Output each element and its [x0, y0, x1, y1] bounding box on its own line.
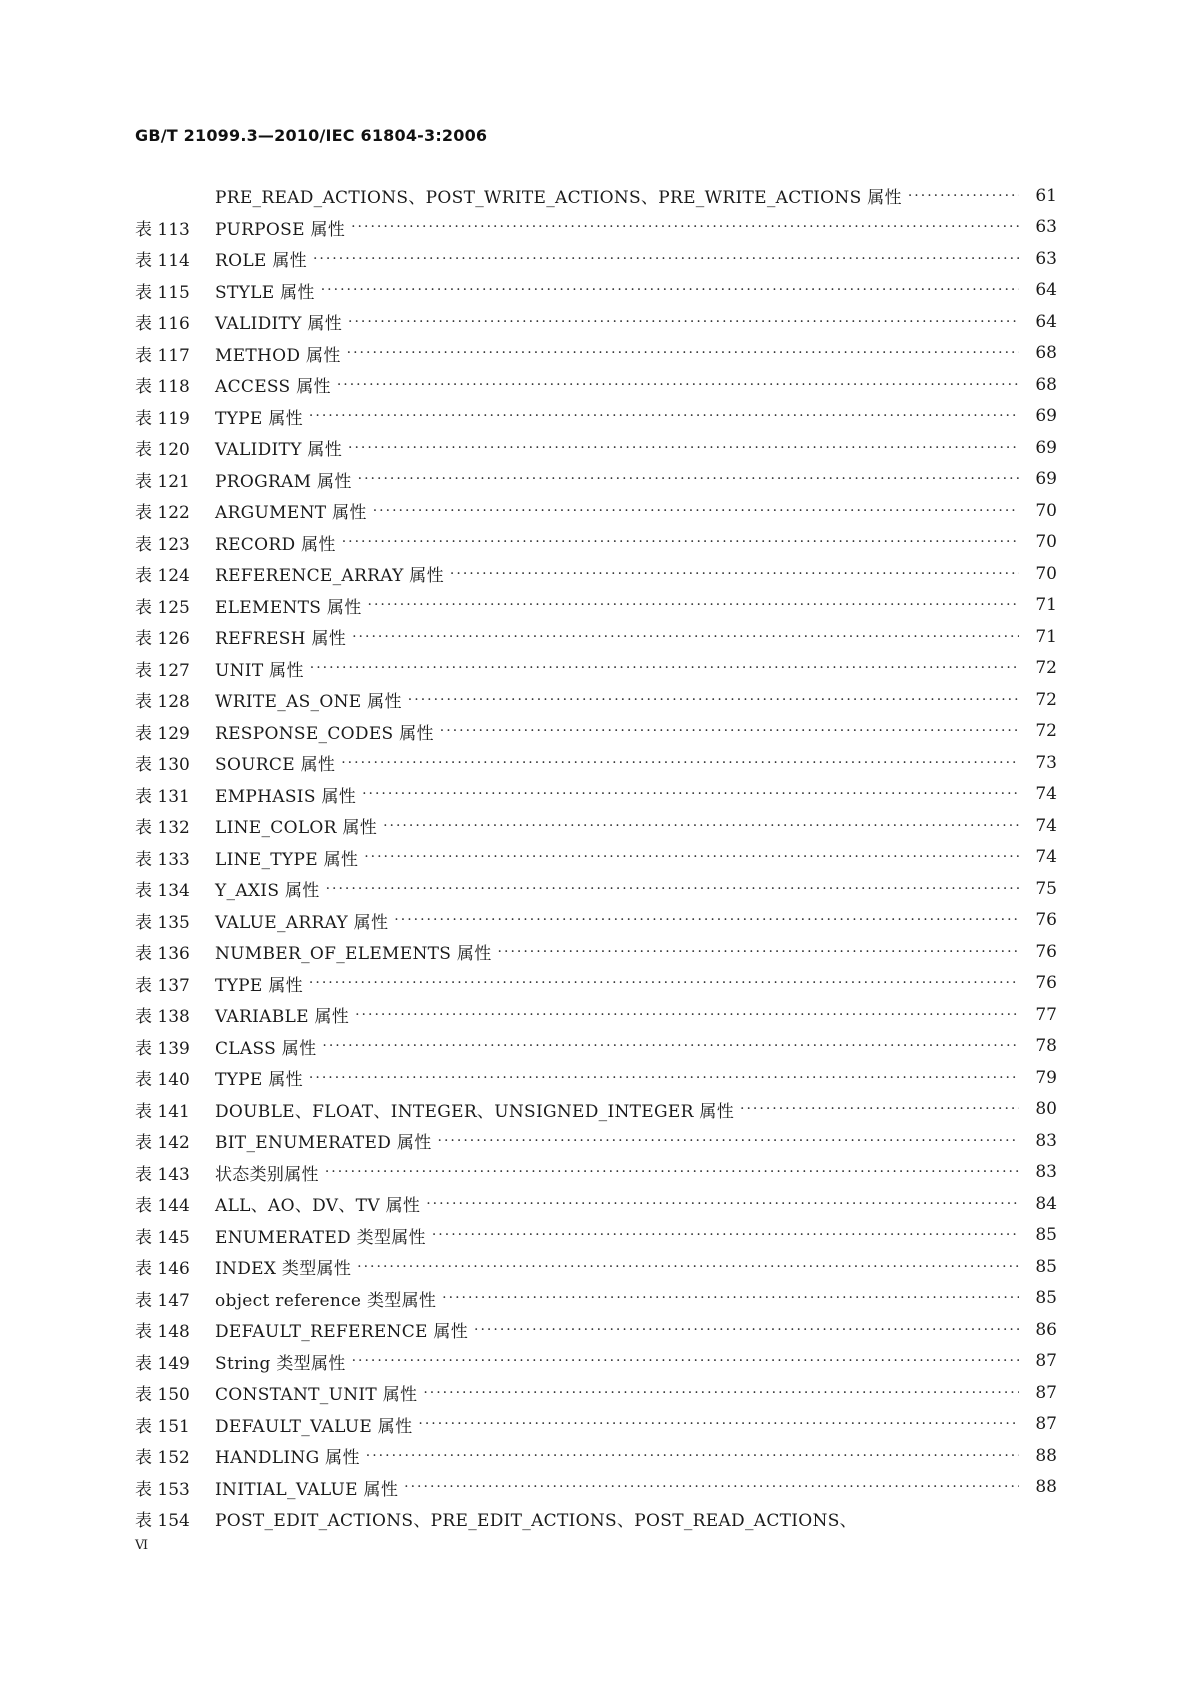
table-number: 表 118 — [135, 377, 190, 398]
page-reference: 71 — [1035, 626, 1057, 647]
page-reference: 69 — [1035, 437, 1057, 458]
table-title: PROGRAM 属性 — [215, 471, 352, 492]
dot-leader — [342, 535, 1019, 549]
page-reference: 71 — [1035, 595, 1057, 616]
table-number: 表 132 — [135, 818, 190, 839]
table-title: VALIDITY 属性 — [215, 440, 343, 461]
table-number: 表 122 — [135, 503, 190, 524]
table-number: 表 119 — [135, 408, 190, 429]
table-title: UNIT 属性 — [215, 660, 304, 681]
toc-row[interactable] — [135, 212, 1057, 244]
table-title: ACCESS 属性 — [215, 377, 331, 398]
dot-leader — [408, 693, 1019, 707]
dot-leader — [352, 1354, 1019, 1368]
dot-leader — [352, 630, 1019, 644]
dot-leader — [432, 1228, 1019, 1242]
page-reference: 68 — [1035, 343, 1057, 364]
toc-row[interactable] — [135, 842, 1057, 874]
page-reference: 72 — [1035, 658, 1057, 679]
table-number: 表 150 — [135, 1385, 190, 1406]
toc-row[interactable] — [135, 716, 1057, 748]
dot-leader — [321, 283, 1019, 297]
table-title: VALUE_ARRAY 属性 — [215, 912, 389, 933]
table-title: Y_AXIS 属性 — [215, 881, 320, 902]
page-reference: 76 — [1035, 941, 1057, 962]
table-title: TYPE 属性 — [215, 975, 303, 996]
table-title: TYPE 属性 — [215, 1070, 303, 1091]
page-reference: 86 — [1035, 1319, 1057, 1340]
table-number: 表 137 — [135, 975, 190, 996]
page-reference: 87 — [1035, 1414, 1057, 1435]
page-reference: 85 — [1035, 1288, 1057, 1309]
page-reference: 72 — [1035, 689, 1057, 710]
table-number: 表 148 — [135, 1322, 190, 1343]
table-number: 表 144 — [135, 1196, 190, 1217]
page-reference: 77 — [1035, 1004, 1057, 1025]
toc-row[interactable] — [135, 1283, 1057, 1315]
document-header — [135, 126, 487, 145]
toc-row[interactable] — [135, 590, 1057, 622]
table-title: WRITE_AS_ONE 属性 — [215, 692, 402, 713]
toc-row[interactable] — [135, 1188, 1057, 1220]
dot-leader — [337, 378, 1019, 392]
page-reference: 74 — [1035, 815, 1057, 836]
dot-leader — [368, 598, 1020, 612]
table-title: DEFAULT_REFERENCE 属性 — [215, 1322, 469, 1343]
toc-row[interactable] — [135, 275, 1057, 307]
dot-leader — [740, 1102, 1019, 1116]
table-title: HANDLING 属性 — [215, 1448, 360, 1469]
dot-leader — [351, 220, 1019, 234]
page-reference: 74 — [1035, 847, 1057, 868]
toc-row[interactable] — [135, 1125, 1057, 1157]
page-reference: 87 — [1035, 1382, 1057, 1403]
table-title: CLASS 属性 — [215, 1038, 317, 1059]
dot-leader — [309, 976, 1019, 990]
table-title: NUMBER_OF_ELEMENTS 属性 — [215, 944, 492, 965]
page-reference: 79 — [1035, 1067, 1057, 1088]
toc-row[interactable] — [135, 1094, 1057, 1126]
table-number: 表 131 — [135, 786, 190, 807]
page-reference: 63 — [1035, 248, 1057, 269]
table-title: REFRESH 属性 — [215, 629, 347, 650]
table-number: 表 130 — [135, 755, 190, 776]
table-number: 表 145 — [135, 1227, 190, 1248]
toc-row[interactable] — [135, 968, 1057, 1000]
toc-row[interactable] — [135, 1503, 1057, 1535]
page-reference: 83 — [1035, 1162, 1057, 1183]
toc-row[interactable] — [135, 779, 1057, 811]
dot-leader — [355, 1008, 1019, 1022]
toc-row[interactable] — [135, 495, 1057, 527]
table-number: 表 134 — [135, 881, 190, 902]
page-reference: 69 — [1035, 406, 1057, 427]
table-title: ALL、AO、DV、TV 属性 — [215, 1196, 421, 1217]
table-title: TYPE 属性 — [215, 408, 303, 429]
table-number: 表 139 — [135, 1038, 190, 1059]
table-number: 表 114 — [135, 251, 190, 272]
toc-row[interactable] — [135, 747, 1057, 779]
table-of-contents — [135, 180, 1057, 1535]
page-reference: 88 — [1035, 1445, 1057, 1466]
page-reference: 88 — [1035, 1477, 1057, 1498]
table-number: 表 152 — [135, 1448, 190, 1469]
table-number: 表 141 — [135, 1101, 190, 1122]
toc-row[interactable] — [135, 432, 1057, 464]
toc-row[interactable] — [135, 401, 1057, 433]
table-number: 表 143 — [135, 1164, 190, 1185]
toc-row[interactable] — [135, 1062, 1057, 1094]
table-title: ROLE 属性 — [215, 251, 307, 272]
table-number: 表 153 — [135, 1479, 190, 1500]
toc-row[interactable] — [135, 1472, 1057, 1504]
table-number: 表 120 — [135, 440, 190, 461]
table-number: 表 123 — [135, 534, 190, 555]
table-number: 表 154 — [135, 1511, 190, 1532]
page-reference: 64 — [1035, 280, 1057, 301]
dot-leader — [341, 756, 1019, 770]
table-number: 表 133 — [135, 849, 190, 870]
table-title: POST_EDIT_ACTIONS、PRE_EDIT_ACTIONS、POST_READ_ACTIONS、 — [215, 1511, 857, 1532]
dot-leader — [450, 567, 1019, 581]
dot-leader — [383, 819, 1019, 833]
dot-leader — [418, 1417, 1019, 1431]
toc-row[interactable] — [135, 905, 1057, 937]
toc-row[interactable] — [135, 1157, 1057, 1189]
table-title: DOUBLE、FLOAT、INTEGER、UNSIGNED_INTEGER 属性 — [215, 1101, 735, 1122]
toc-row[interactable] — [135, 558, 1057, 590]
table-title: ENUMERATED 类型属性 — [215, 1227, 426, 1248]
dot-leader — [310, 661, 1019, 675]
table-number: 表 121 — [135, 471, 190, 492]
page-reference: 84 — [1035, 1193, 1057, 1214]
toc-row[interactable] — [135, 873, 1057, 905]
table-number: 表 117 — [135, 345, 190, 366]
page-reference: 68 — [1035, 374, 1057, 395]
table-number: 表 128 — [135, 692, 190, 713]
toc-row[interactable] — [135, 653, 1057, 685]
toc-row[interactable] — [135, 527, 1057, 559]
toc-row[interactable] — [135, 684, 1057, 716]
dot-leader — [373, 504, 1019, 518]
table-title: VARIABLE 属性 — [215, 1007, 350, 1028]
dot-leader — [438, 1134, 1019, 1148]
toc-row[interactable] — [135, 1440, 1057, 1472]
toc-row[interactable] — [135, 1377, 1057, 1409]
page-reference: 73 — [1035, 752, 1057, 773]
dot-leader — [348, 315, 1019, 329]
toc-row[interactable] — [135, 1251, 1057, 1283]
table-title: PURPOSE 属性 — [215, 219, 346, 240]
toc-row[interactable] — [135, 243, 1057, 275]
page-reference: 87 — [1035, 1351, 1057, 1372]
dot-leader — [358, 472, 1019, 486]
dot-leader — [362, 787, 1019, 801]
page-reference: 70 — [1035, 532, 1057, 553]
table-number: 表 142 — [135, 1133, 190, 1154]
table-title: String 类型属性 — [215, 1353, 346, 1374]
page-reference: 78 — [1035, 1036, 1057, 1057]
page-reference: 83 — [1035, 1130, 1057, 1151]
dot-leader — [442, 1291, 1019, 1305]
dot-leader — [313, 252, 1019, 266]
table-number: 表 136 — [135, 944, 190, 965]
dot-leader — [326, 882, 1019, 896]
dot-leader — [348, 441, 1019, 455]
table-title: STYLE 属性 — [215, 282, 315, 303]
toc-row[interactable] — [135, 369, 1057, 401]
page-reference: 70 — [1035, 500, 1057, 521]
toc-row[interactable] — [135, 810, 1057, 842]
dot-leader — [498, 945, 1019, 959]
table-title: object reference 类型属性 — [215, 1290, 437, 1311]
toc-row[interactable] — [135, 621, 1057, 653]
dot-leader — [423, 1386, 1019, 1400]
page-reference: 85 — [1035, 1225, 1057, 1246]
table-number: 表 127 — [135, 660, 190, 681]
table-title: VALIDITY 属性 — [215, 314, 343, 335]
page-reference: 85 — [1035, 1256, 1057, 1277]
dot-leader — [325, 1165, 1019, 1179]
table-title: DEFAULT_VALUE 属性 — [215, 1416, 413, 1437]
table-number: 表 116 — [135, 314, 190, 335]
dot-leader — [309, 1071, 1019, 1085]
dot-leader — [347, 346, 1019, 360]
toc-row[interactable] — [135, 464, 1057, 496]
toc-row[interactable] — [135, 1220, 1057, 1252]
page-reference: 61 — [1035, 185, 1057, 206]
toc-row[interactable] — [135, 306, 1057, 338]
table-title: INITIAL_VALUE 属性 — [215, 1479, 399, 1500]
table-number: 表 151 — [135, 1416, 190, 1437]
table-number: 表 129 — [135, 723, 190, 744]
table-title: LINE_TYPE 属性 — [215, 849, 359, 870]
page-reference: 74 — [1035, 784, 1057, 805]
toc-row[interactable] — [135, 1409, 1057, 1441]
page-reference: 64 — [1035, 311, 1057, 332]
toc-row[interactable] — [135, 1314, 1057, 1346]
table-number: 表 135 — [135, 912, 190, 933]
standard-number: GB/T 21099.3—2010/IEC 61804-3:2006 — [135, 126, 488, 145]
dot-leader — [426, 1197, 1019, 1211]
toc-row[interactable] — [135, 1031, 1057, 1063]
table-title: CONSTANT_UNIT 属性 — [215, 1385, 418, 1406]
table-number: 表 115 — [135, 282, 190, 303]
dot-leader — [322, 1039, 1019, 1053]
table-number: 表 146 — [135, 1259, 190, 1280]
table-number: 表 126 — [135, 629, 190, 650]
dot-leader — [364, 850, 1019, 864]
page-number-footer: Ⅵ — [135, 1538, 149, 1553]
table-number: 表 149 — [135, 1353, 190, 1374]
dot-leader — [404, 1480, 1019, 1494]
table-title: SOURCE 属性 — [215, 755, 336, 776]
table-title: 状态类别属性 — [215, 1164, 319, 1185]
dot-leader — [908, 189, 1019, 203]
table-title: LINE_COLOR 属性 — [215, 818, 378, 839]
table-title: BIT_ENUMERATED 属性 — [215, 1133, 432, 1154]
table-title: ELEMENTS 属性 — [215, 597, 362, 618]
table-number: 表 113 — [135, 219, 190, 240]
toc-row[interactable] — [135, 936, 1057, 968]
dot-leader — [440, 724, 1019, 738]
toc-row[interactable] — [135, 1346, 1057, 1378]
toc-row[interactable] — [135, 999, 1057, 1031]
page-reference: 69 — [1035, 469, 1057, 490]
page-reference: 63 — [1035, 217, 1057, 238]
table-title: ARGUMENT 属性 — [215, 503, 367, 524]
table-title: EMPHASIS 属性 — [215, 786, 357, 807]
table-number: 表 124 — [135, 566, 190, 587]
table-title: INDEX 类型属性 — [215, 1259, 352, 1280]
dot-leader — [394, 913, 1019, 927]
table-title: REFERENCE_ARRAY 属性 — [215, 566, 444, 587]
toc-row[interactable] — [135, 180, 1057, 212]
table-title: METHOD 属性 — [215, 345, 341, 366]
table-number: 表 125 — [135, 597, 190, 618]
page-reference: 75 — [1035, 878, 1057, 899]
table-title: RECORD 属性 — [215, 534, 336, 555]
table-title: PRE_READ_ACTIONS、POST_WRITE_ACTIONS、PRE_WRITE_ACTIONS 属性 — [215, 188, 902, 209]
dot-leader — [357, 1260, 1019, 1274]
table-number: 表 140 — [135, 1070, 190, 1091]
page-reference: 80 — [1035, 1099, 1057, 1120]
toc-row[interactable] — [135, 338, 1057, 370]
table-number: 表 138 — [135, 1007, 190, 1028]
table-title: RESPONSE_CODES 属性 — [215, 723, 434, 744]
page-reference: 76 — [1035, 973, 1057, 994]
dot-leader — [474, 1323, 1019, 1337]
dot-leader — [366, 1449, 1019, 1463]
page-reference: 72 — [1035, 721, 1057, 742]
page-reference: 70 — [1035, 563, 1057, 584]
page-reference: 76 — [1035, 910, 1057, 931]
dot-leader — [309, 409, 1019, 423]
table-number: 表 147 — [135, 1290, 190, 1311]
